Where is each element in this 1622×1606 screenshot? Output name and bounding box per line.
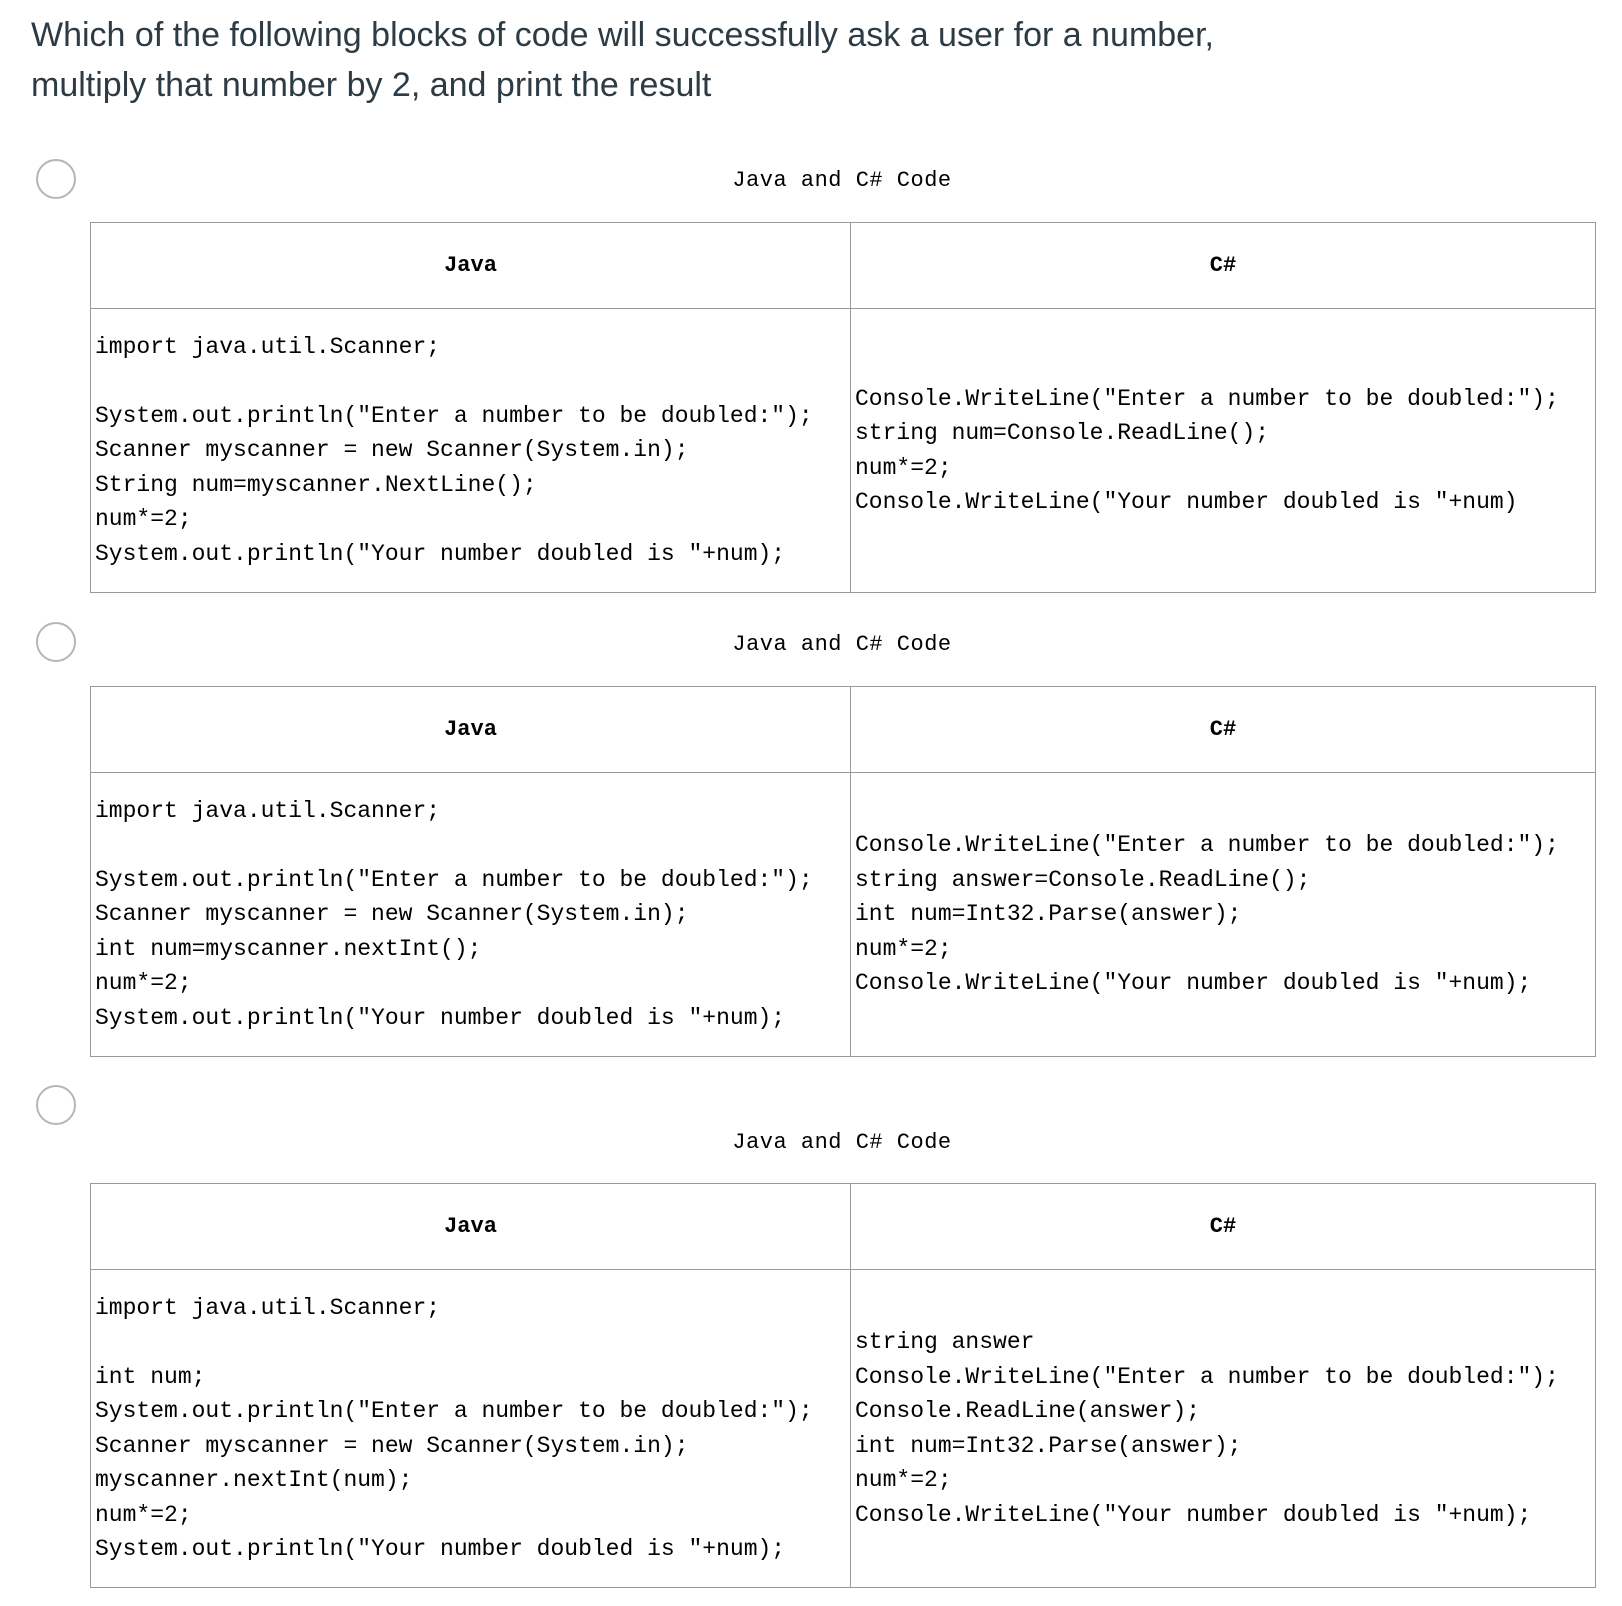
option-1-java-header: Java <box>91 223 851 309</box>
option-2-cs-header: C# <box>851 687 1596 773</box>
option-1-code-table <box>90 222 1596 593</box>
option-2-java-code: import java.util.Scanner; System.out.println("Enter a number to be doubled:"); Scanner myscanner = new Scanner(System.in); int num=myscanner.nextInt(); num*=2; System.out.println("Your number doubled is "+num); <box>95 797 813 1031</box>
option-3-cs-header: C# <box>851 1184 1596 1270</box>
option-3-java-code: import java.util.Scanner; int num; System.out.println("Enter a number to be doubled:"); Scanner myscanner = new Scanner(System.in); myscanner.nextInt(num); num*=2; System.out.println("Your number doubled is "+num); <box>95 1294 813 1562</box>
question-text <box>31 10 1431 110</box>
option-3-caption: Java and C# Code <box>732 1130 952 1155</box>
option-3-java-header: Java <box>91 1184 851 1270</box>
option-2-caption: Java and C# Code <box>732 632 952 657</box>
option-2-code-table <box>90 686 1596 1057</box>
question-line-2: multiply that number by 2, and print the result <box>31 66 712 104</box>
option-3-cs-code: string answer Console.WriteLine("Enter a number to be doubled:"); Console.ReadLine(answer); int num=Int32.Parse(answer); num*=2; Console.WriteLine("Your number doubled is "+num); <box>855 1329 1559 1528</box>
option-1-caption: Java and C# Code <box>732 168 952 193</box>
option-1-java-code: import java.util.Scanner; System.out.println("Enter a number to be doubled:"); Scanner myscanner = new Scanner(System.in); String num=myscanner.NextLine(); num*=2; System.out.println("Your number doubled is "+num); <box>95 333 813 567</box>
option-2-cs-code: Console.WriteLine("Enter a number to be doubled:"); string answer=Console.ReadLine(); int num=Int32.Parse(answer); num*=2; Console.WriteLine("Your number doubled is "+num); <box>855 832 1559 997</box>
option-3-radio[interactable] <box>36 1085 76 1125</box>
question-line-1: Which of the following blocks of code will successfully ask a user for a number, <box>31 16 1214 54</box>
option-1-cs-code: Console.WriteLine("Enter a number to be doubled:"); string num=Console.ReadLine(); num*=2; Console.WriteLine("Your number doubled is "+num) <box>855 385 1559 515</box>
option-2-java-header: Java <box>91 687 851 773</box>
option-1-cs-header: C# <box>851 223 1596 309</box>
option-3-code-table <box>90 1183 1596 1588</box>
